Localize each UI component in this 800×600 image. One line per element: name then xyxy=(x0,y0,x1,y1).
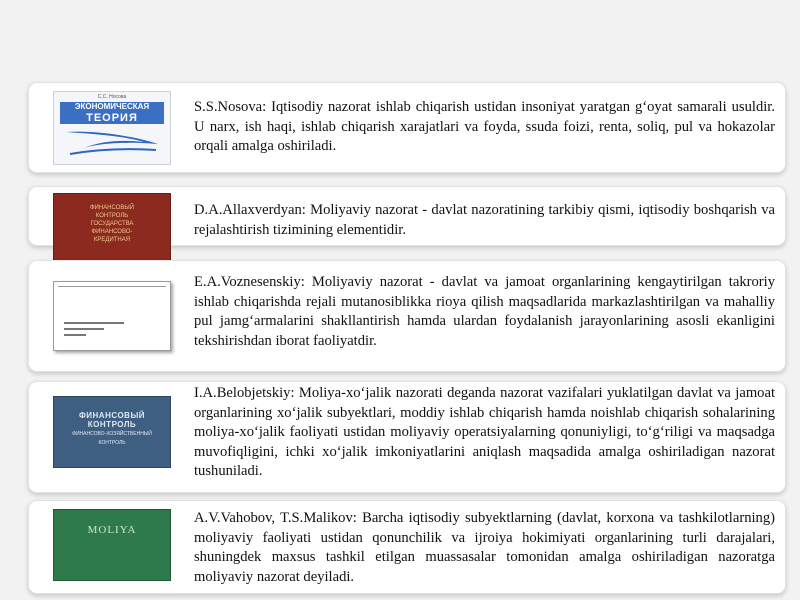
cover-subtitle: ФИНАНСОВО-ХОЗЯЙСТВЕННЫЙ xyxy=(72,431,152,437)
quote-card-5 xyxy=(28,500,786,594)
book-cover-moliya xyxy=(53,509,171,581)
quote-card-4 xyxy=(28,381,786,493)
cover-swoosh-graphic xyxy=(64,128,160,158)
cover-text-line xyxy=(64,328,104,330)
cover-subtitle: КОНТРОЛЬ xyxy=(98,440,126,446)
cover-line: ФИНАНСОВЫЙ xyxy=(89,205,135,211)
cover-text-line xyxy=(64,322,124,324)
cover-title xyxy=(60,102,164,124)
cover-author: С.С. Носова xyxy=(97,94,127,100)
cover-text-line xyxy=(64,334,86,336)
cover-line: ФИНАНСОВО- xyxy=(91,229,133,235)
cover-line: КОНТРОЛЬ xyxy=(95,213,129,219)
book-cover-finansovyy-kontrol xyxy=(53,193,171,263)
quote-card-2 xyxy=(28,186,786,246)
cover-title-line2: ТЕОРИЯ xyxy=(86,112,138,124)
quote-card-1 xyxy=(28,82,786,173)
quote-card-3 xyxy=(28,260,786,372)
book-cover-document xyxy=(53,281,171,351)
quote-text-5: A.V.Vahobov, T.S.Malikov: Barcha iqtisodiy subyektlarning (davlat, korxona va tashkilotlarning) moliyaviy faoliyati ustidan qonunchilik va ijroiya hokimiyati organlarining turli darajalari, shuningdek maxsus tashkil etilgan muassasalar tomonidan amalga oshiriladigan nazoratga moliyaviy nazorat deyiladi. xyxy=(194,510,775,585)
book-cover-ekonomicheskaya-teoriya xyxy=(53,91,171,165)
cover-title: ФИНАНСОВЫЙ КОНТРОЛЬ xyxy=(78,411,146,429)
quote-text-3: E.A.Voznesenskiy: Moliyaviy nazorat - davlat va jamoat organlarining kengaytirilgan takroriy ishlab chiqarishda rejali mutanosiblikka rioya qilish maqsadlarida markazlashtirilgan va mahalliy pul jamg‘armalarini shakllantirish hamda ulardan foydalanish jarayonlarining asosli ekanligini tekshirishdan iborat faoliyatdir. xyxy=(194,274,775,349)
cover-rule xyxy=(58,286,166,287)
quote-text-1: S.S.Nosova: Iqtisodiy nazorat ishlab chiqarish ustidan insoniyat yaratgan g‘oyat samarali usuldir. U narx, ish haqi, ishlab chiqarish xarajatlari va foyda, ssuda foizi, renta, soliq, pul va hokazolar orqali amalga oshiriladi. xyxy=(194,99,775,154)
quote-text-2: D.A.Allaxverdyan: Moliyaviy nazorat - davlat nazoratining tarkibiy qismi, iqtisodiy boshqarish va rejalashtirish tizimining elementidir. xyxy=(194,202,775,238)
quote-text-4: I.A.Belobjetskiy: Moliya-xo‘jalik nazorati deganda nazorat vazifalari yuklatilgan davlat va jamoat organlarining xo‘jalik subyektlari, moddiy ishlab chiqarish hamda noishlab chiqarish sohalarining moliya-xo‘jalik faoliyati ustidan moliyaviy operatsiyalarning qonuniyligi, to‘g‘riligi va maqsadga muvofiqligini, ichki xo‘jalik imkoniyatlarini aniqlash maqsadida amalga oshiriladigan nazorat tushuniladi. xyxy=(194,385,775,479)
book-cover-finansovyy-kontrol-2 xyxy=(53,396,171,468)
cover-line: ГОСУДАРСТВА xyxy=(90,221,134,227)
cover-title-line1: ЭКОНОМИЧЕСКАЯ xyxy=(74,102,150,111)
cover-title: MOLIYA xyxy=(87,524,137,536)
cover-line: КРЕДИТНАЯ xyxy=(93,237,131,243)
